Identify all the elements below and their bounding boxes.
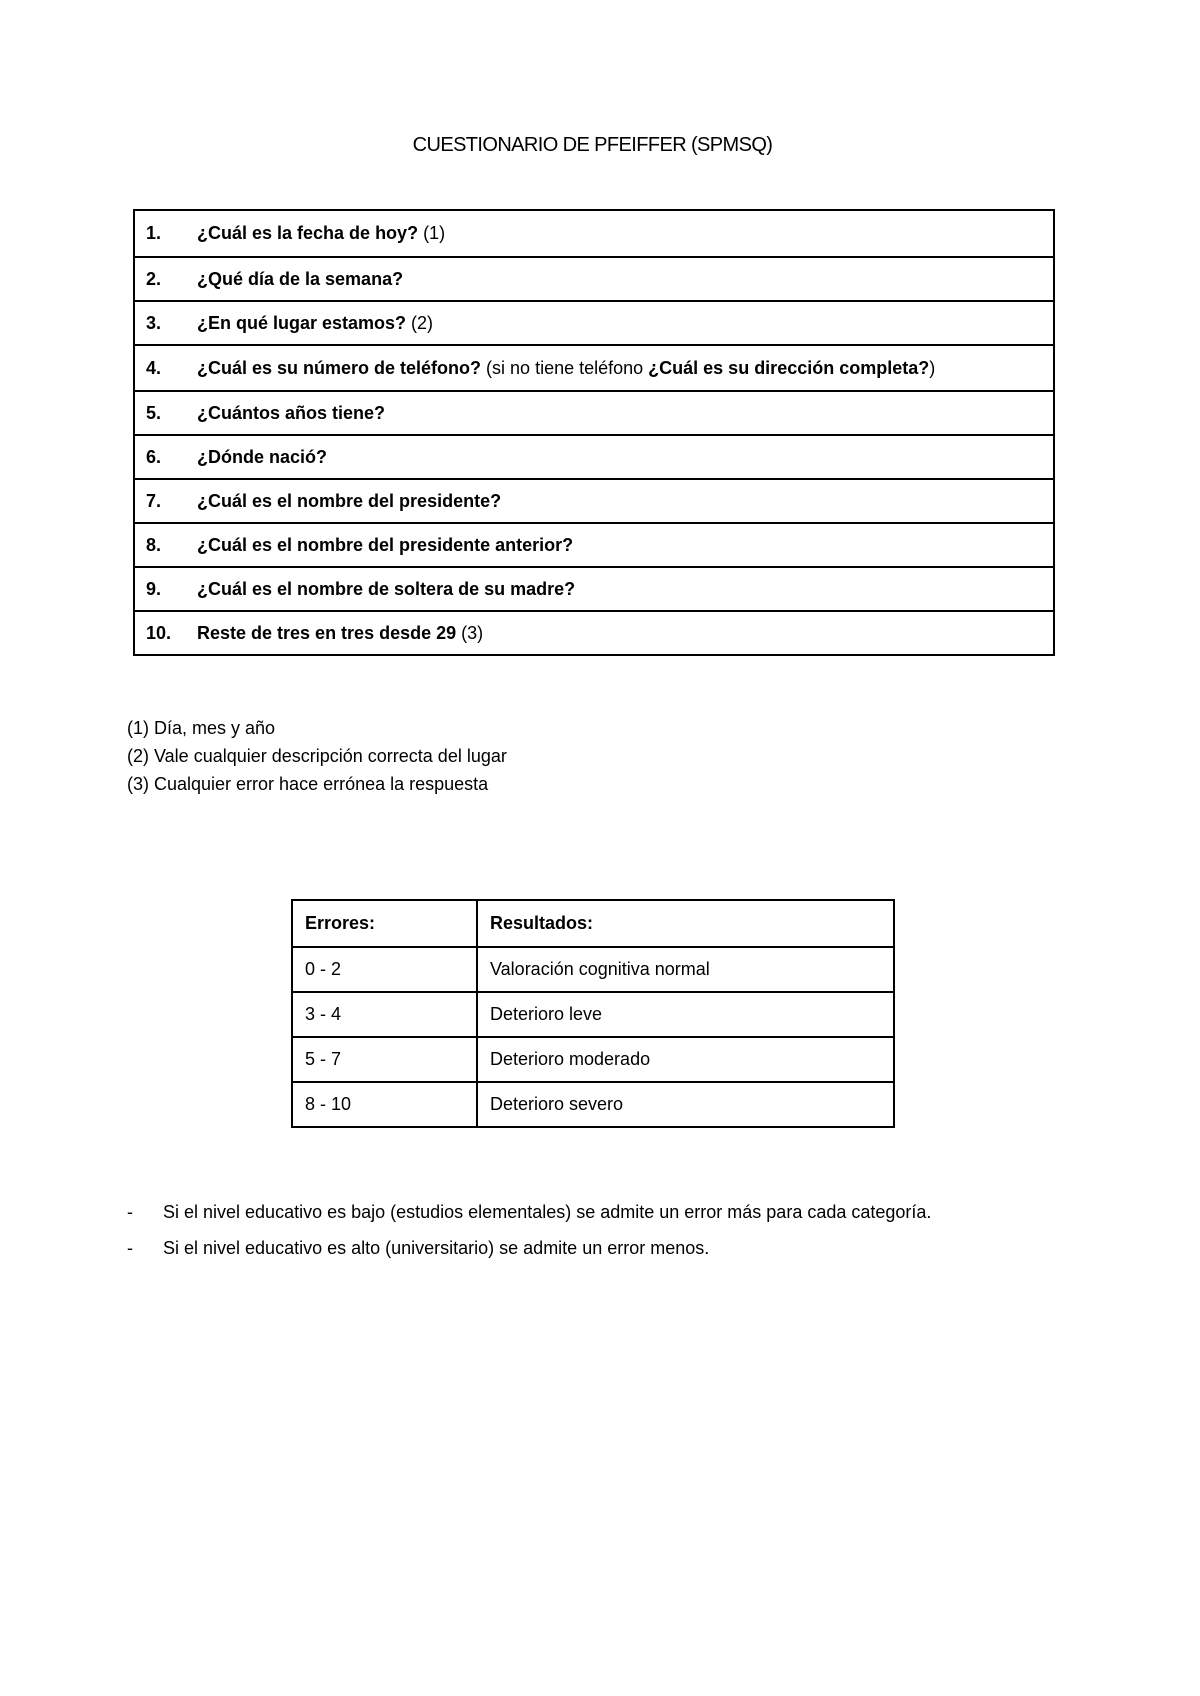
question-text: ¿Dónde nació?: [197, 446, 327, 467]
question-text: Reste de tres en tres desde 29: [197, 622, 457, 643]
table-row: [292, 992, 894, 1037]
question-number: 7.: [134, 479, 197, 523]
table-row: [134, 435, 1054, 479]
results-header: Resultados:: [477, 900, 894, 947]
question-number: 3.: [134, 301, 197, 345]
question-text: ¿Cuál es el nombre del presidente?: [197, 490, 502, 511]
errors-cell: 0 - 2: [292, 947, 477, 992]
question-cell: [197, 301, 1054, 345]
note-text: Si el nivel educativo es alto (universitario) se admite un error menos.: [163, 1237, 710, 1258]
question-note: (3): [456, 622, 484, 643]
question-cell: [197, 611, 1054, 655]
question-number: 2.: [134, 257, 197, 301]
errors-cell: 5 - 7: [292, 1037, 477, 1082]
result-cell: Valoración cognitiva normal: [477, 947, 894, 992]
table-row: [292, 947, 894, 992]
question-number: 10.: [134, 611, 197, 655]
question-number: 9.: [134, 567, 197, 611]
question-note: (si no tiene teléfono: [481, 357, 649, 378]
question-text: ¿En qué lugar estamos?: [197, 312, 407, 333]
bullet: -: [127, 1237, 133, 1258]
table-row: [292, 1082, 894, 1127]
footnote: (3) Cualquier error hace errónea la respuesta: [127, 774, 489, 794]
question-cell: [197, 479, 1054, 523]
result-cell: Deterioro leve: [477, 992, 894, 1037]
results-table: [291, 899, 895, 1128]
table-row: [134, 301, 1054, 345]
table-row: [134, 345, 1054, 391]
notes-list: [127, 1194, 931, 1266]
page-title: CUESTIONARIO DE PFEIFFER (SPMSQ): [412, 134, 773, 156]
question-text-alt: ¿Cuál es su dirección completa?: [648, 357, 930, 378]
question-note: (1): [418, 223, 446, 243]
question-number: 5.: [134, 391, 197, 435]
question-cell: [197, 210, 1054, 257]
question-cell: [197, 567, 1054, 611]
question-text: ¿Cuál es el nombre de soltera de su madre?: [197, 578, 576, 599]
list-item: [127, 1230, 931, 1266]
table-row: [134, 567, 1054, 611]
question-number: 6.: [134, 435, 197, 479]
table-header-row: [292, 900, 894, 947]
table-row: [134, 391, 1054, 435]
footnotes: [127, 714, 507, 798]
question-number: 4.: [134, 345, 197, 391]
result-cell: Deterioro severo: [477, 1082, 894, 1127]
question-cell: [197, 345, 1054, 391]
footnote: (2) Vale cualquier descripción correcta del lugar: [127, 746, 507, 766]
question-cell: [197, 435, 1054, 479]
question-number: 8.: [134, 523, 197, 567]
list-item: [127, 1194, 931, 1230]
bullet: -: [127, 1201, 133, 1222]
table-row: [134, 210, 1054, 257]
questions-table: [133, 209, 1055, 656]
result-cell: Deterioro moderado: [477, 1037, 894, 1082]
table-row: [134, 479, 1054, 523]
table-row: [134, 523, 1054, 567]
question-text: ¿Cuál es la fecha de hoy?: [197, 223, 419, 243]
note-text: Si el nivel educativo es bajo (estudios elementales) se admite un error más para cada categoría.: [163, 1201, 932, 1222]
footnote: (1) Día, mes y año: [127, 718, 276, 738]
table-row: [134, 257, 1054, 301]
errors-cell: 8 - 10: [292, 1082, 477, 1127]
question-text: ¿Cuántos años tiene?: [197, 402, 386, 423]
table-row: [292, 1037, 894, 1082]
errors-cell: 3 - 4: [292, 992, 477, 1037]
question-text: ¿Cuál es su número de teléfono?: [197, 357, 482, 378]
question-cell: [197, 523, 1054, 567]
question-number: 1.: [146, 223, 162, 243]
question-text: ¿Cuál es el nombre del presidente anterior?: [197, 534, 574, 555]
question-note: (2): [406, 312, 434, 333]
table-row: [134, 611, 1054, 655]
question-cell: [197, 257, 1054, 301]
question-cell: [197, 391, 1054, 435]
question-text: ¿Qué día de la semana?: [197, 268, 404, 289]
question-note-end: ): [929, 357, 936, 378]
errors-header: Errores:: [292, 900, 477, 947]
